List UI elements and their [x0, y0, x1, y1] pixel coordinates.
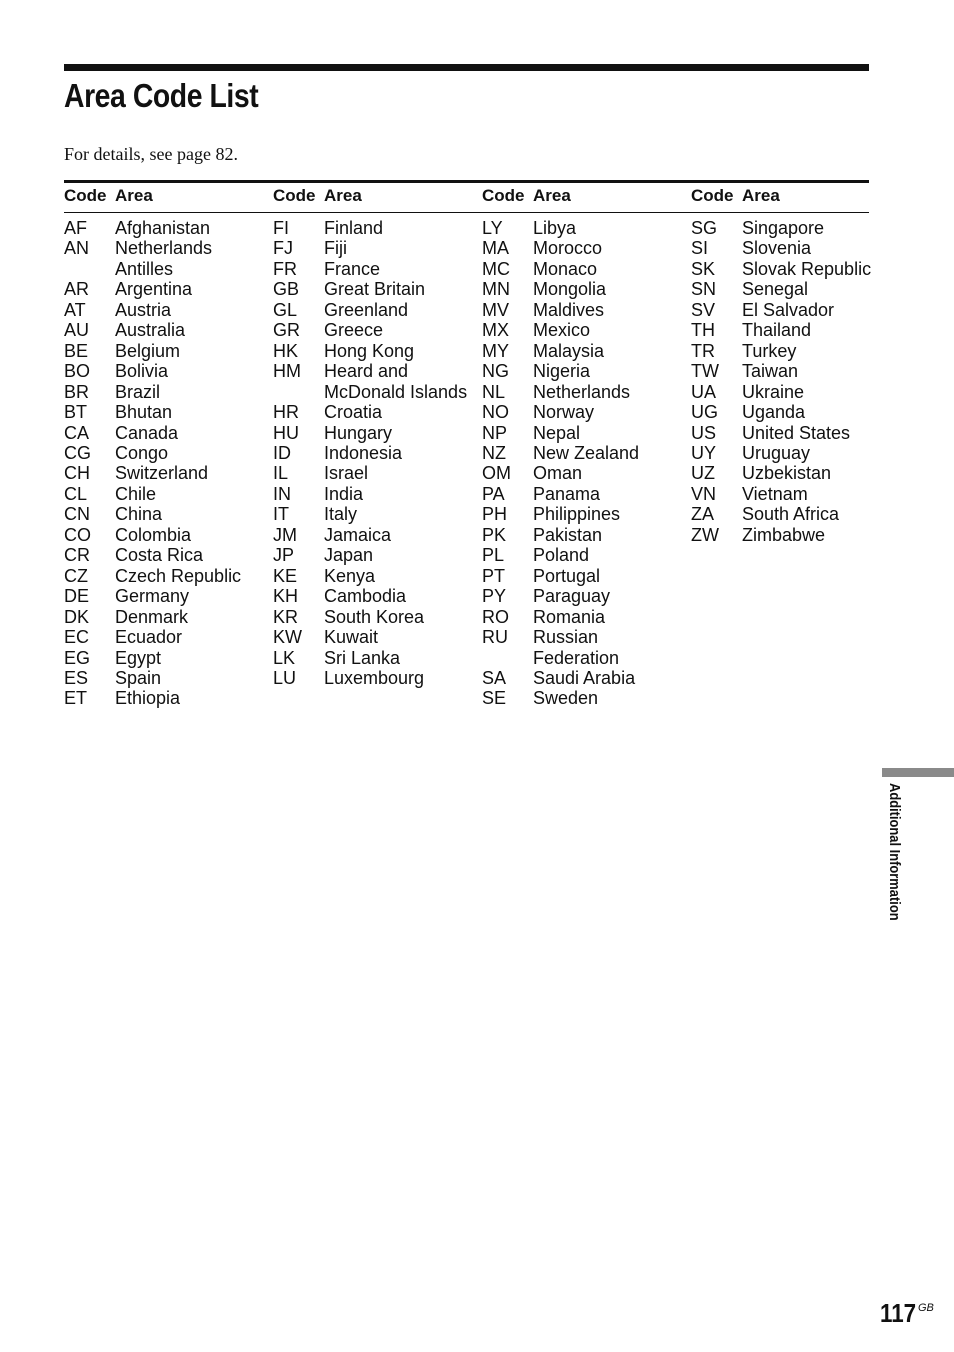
area-name: Morocco	[533, 238, 603, 259]
area-code: FR	[273, 258, 297, 279]
area-name: Nepal	[533, 422, 581, 443]
table-row	[482, 688, 682, 708]
header-area: Area	[115, 186, 153, 205]
area-name: Argentina	[115, 279, 193, 300]
area-code: UY	[691, 442, 717, 463]
area-code: PA	[482, 483, 505, 504]
area-name: Libya	[533, 218, 577, 238]
table-row	[691, 238, 891, 258]
column-header	[64, 184, 264, 212]
table-row	[691, 463, 891, 483]
header-code: Code	[691, 186, 734, 205]
area-code: BR	[64, 381, 90, 402]
area-code: CN	[64, 504, 90, 525]
table-row	[273, 627, 473, 647]
header-area: Area	[742, 186, 780, 205]
area-code: NP	[482, 422, 508, 443]
area-code: LK	[273, 647, 296, 668]
area-code: UZ	[691, 463, 715, 484]
area-name: Mongolia	[533, 279, 607, 300]
area-code: CG	[64, 442, 91, 463]
table-row	[64, 463, 264, 483]
area-code: KR	[273, 606, 299, 627]
table-row	[273, 361, 473, 402]
table-row	[482, 300, 682, 320]
area-code: RO	[482, 606, 509, 627]
area-name: Heard and McDonald Islands	[324, 361, 468, 402]
area-name: Congo	[115, 442, 169, 463]
table-row	[273, 259, 473, 279]
area-code: PL	[482, 545, 505, 566]
area-code: EG	[64, 647, 91, 668]
area-name: Slovak Republic	[742, 258, 872, 279]
area-name: Taiwan	[742, 361, 799, 382]
area-name: Sweden	[533, 688, 599, 709]
table-row	[482, 279, 682, 299]
code-column-1	[64, 184, 264, 709]
area-code: MY	[482, 340, 509, 361]
area-name: Fiji	[324, 238, 347, 259]
area-code: AN	[64, 238, 90, 259]
area-code: NG	[482, 361, 509, 382]
table-row	[64, 545, 264, 565]
area-name: Malaysia	[533, 340, 605, 361]
table-row	[64, 504, 264, 524]
top-rule	[64, 64, 869, 71]
area-code: PK	[482, 524, 507, 545]
area-code: JP	[273, 545, 295, 566]
header-area: Area	[533, 186, 571, 205]
table-row	[64, 279, 264, 299]
table-row	[64, 668, 264, 688]
area-code: MA	[482, 238, 509, 259]
code-list	[273, 218, 473, 688]
area-name: Zimbabwe	[742, 524, 826, 545]
area-name: Kenya	[324, 565, 376, 586]
area-name: Netherlands	[533, 381, 631, 402]
area-code: MN	[482, 279, 510, 300]
table-row	[482, 259, 682, 279]
area-name: Jamaica	[324, 524, 392, 545]
table-row	[691, 259, 891, 279]
area-name: Paraguay	[533, 586, 611, 607]
area-name: Ukraine	[742, 381, 805, 402]
area-name: Slovenia	[742, 238, 812, 259]
table-row	[482, 218, 682, 238]
area-code: AT	[64, 299, 86, 320]
area-name: Colombia	[115, 524, 192, 545]
area-code: ZA	[691, 504, 715, 525]
table-row	[691, 525, 891, 545]
table-row	[691, 504, 891, 524]
area-code: GR	[273, 320, 300, 341]
area-name: Philippines	[533, 504, 621, 525]
table-row	[273, 484, 473, 504]
table-row	[273, 218, 473, 238]
area-name: Singapore	[742, 218, 825, 238]
table-row	[64, 320, 264, 340]
header-code: Code	[273, 186, 316, 205]
area-name: Sri Lanka	[324, 647, 401, 668]
area-code: SA	[482, 667, 507, 688]
table-row	[273, 545, 473, 565]
table-top-rule	[64, 180, 869, 183]
area-name: United States	[742, 422, 851, 443]
area-code: PT	[482, 565, 506, 586]
area-code: DE	[64, 586, 90, 607]
area-code: AU	[64, 320, 90, 341]
table-row	[482, 361, 682, 381]
area-name: Spain	[115, 667, 162, 688]
area-code: OM	[482, 463, 511, 484]
table-row	[482, 586, 682, 606]
area-name: Romania	[533, 606, 606, 627]
area-name: Croatia	[324, 402, 383, 423]
area-name: Uganda	[742, 402, 806, 423]
area-code: UA	[691, 381, 717, 402]
area-name: Canada	[115, 422, 179, 443]
area-name: Czech Republic	[115, 565, 242, 586]
area-name: Russian Federation	[533, 627, 620, 668]
table-row	[64, 566, 264, 586]
table-row	[691, 341, 891, 361]
area-code: TW	[691, 361, 719, 382]
table-row	[482, 627, 682, 668]
area-name: Uruguay	[742, 442, 811, 463]
page-number	[880, 1298, 938, 1329]
table-row	[482, 402, 682, 422]
area-name: Netherlands Antilles	[115, 238, 213, 279]
table-row	[64, 382, 264, 402]
area-code: MV	[482, 299, 509, 320]
area-name: China	[115, 504, 163, 525]
table-row	[691, 218, 891, 238]
code-list	[64, 218, 264, 709]
area-name: Mexico	[533, 320, 591, 341]
area-code: RU	[482, 627, 508, 648]
area-code: SI	[691, 238, 709, 259]
area-name: Italy	[324, 504, 358, 525]
area-name: Oman	[533, 463, 583, 484]
table-row	[273, 668, 473, 688]
area-name: Belgium	[115, 340, 181, 361]
area-name: Bolivia	[115, 361, 169, 382]
area-code: ET	[64, 688, 88, 709]
area-code: HR	[273, 402, 299, 423]
area-code: VN	[691, 483, 717, 504]
area-code: BT	[64, 402, 88, 423]
area-code: NL	[482, 381, 506, 402]
table-row	[273, 279, 473, 299]
area-code: KW	[273, 627, 302, 648]
table-row	[273, 402, 473, 422]
code-column-2	[273, 184, 473, 688]
intro-text: For details, see page 82.	[64, 144, 238, 164]
area-name: Turkey	[742, 340, 797, 361]
area-name: South Africa	[742, 504, 840, 525]
area-name: Pakistan	[533, 524, 603, 545]
table-row	[482, 238, 682, 258]
table-row	[273, 504, 473, 524]
table-row	[273, 341, 473, 361]
area-name: Japan	[324, 545, 374, 566]
table-row	[482, 320, 682, 340]
area-code: PH	[482, 504, 508, 525]
column-header	[273, 184, 473, 212]
table-row	[64, 402, 264, 422]
area-name: New Zealand	[533, 442, 640, 463]
area-code: ID	[273, 442, 291, 463]
area-name: Ecuador	[115, 627, 183, 648]
area-code: TR	[691, 340, 715, 361]
area-name: Saudi Arabia	[533, 667, 636, 688]
area-code: LU	[273, 667, 297, 688]
table-row	[482, 423, 682, 443]
table-row	[691, 402, 891, 422]
area-name: Germany	[115, 586, 190, 607]
area-code: CH	[64, 463, 90, 484]
table-row	[273, 320, 473, 340]
area-code: HK	[273, 340, 299, 361]
area-name: Senegal	[742, 279, 809, 300]
table-row	[64, 300, 264, 320]
area-code: IT	[273, 504, 289, 525]
area-code: KE	[273, 565, 298, 586]
area-name: India	[324, 483, 364, 504]
table-row	[64, 238, 264, 279]
area-name: France	[324, 258, 381, 279]
area-name: Vietnam	[742, 483, 808, 504]
area-name: Great Britain	[324, 279, 426, 300]
table-row	[64, 648, 264, 668]
table-row	[64, 443, 264, 463]
area-code: HU	[273, 422, 299, 443]
table-row	[273, 238, 473, 258]
table-row	[64, 525, 264, 545]
header-area: Area	[324, 186, 362, 205]
table-row	[482, 504, 682, 524]
area-code: UG	[691, 402, 718, 423]
area-code: IN	[273, 483, 291, 504]
area-code: MC	[482, 258, 510, 279]
area-code: KH	[273, 586, 299, 607]
section-tab-label: Additional Information	[886, 783, 903, 921]
area-name: Thailand	[742, 320, 812, 341]
table-row	[64, 607, 264, 627]
area-code: FJ	[273, 238, 293, 259]
area-code: CA	[64, 422, 90, 443]
code-column-3	[482, 184, 682, 709]
area-code: MX	[482, 320, 509, 341]
area-name: El Salvador	[742, 299, 835, 320]
area-name: Costa Rica	[115, 545, 204, 566]
area-name: Monaco	[533, 258, 598, 279]
area-code: SE	[482, 688, 507, 709]
area-code: JM	[273, 524, 297, 545]
area-name: Norway	[533, 402, 595, 423]
table-row	[482, 525, 682, 545]
table-row	[273, 423, 473, 443]
table-row	[482, 443, 682, 463]
page-number-suffix: GB	[917, 1302, 934, 1314]
area-name: Austria	[115, 299, 172, 320]
table-row	[64, 361, 264, 381]
area-code: FI	[273, 218, 289, 238]
area-name: Kuwait	[324, 627, 379, 648]
table-row	[691, 361, 891, 381]
area-code: CO	[64, 524, 91, 545]
area-code: SN	[691, 279, 717, 300]
area-code: EC	[64, 627, 90, 648]
table-row	[273, 300, 473, 320]
area-code: SK	[691, 258, 716, 279]
area-code: NO	[482, 402, 509, 423]
table-row	[273, 586, 473, 606]
area-code: SV	[691, 299, 716, 320]
area-name: Nigeria	[533, 361, 591, 382]
area-name: Luxembourg	[324, 667, 425, 688]
area-code: BE	[64, 340, 89, 361]
area-name: Chile	[115, 483, 157, 504]
area-code: AF	[64, 218, 88, 238]
table-row	[691, 423, 891, 443]
area-name: Bhutan	[115, 402, 173, 423]
area-name: South Korea	[324, 606, 425, 627]
table-row	[273, 525, 473, 545]
table-row	[691, 484, 891, 504]
area-code: LY	[482, 218, 503, 238]
area-code: AR	[64, 279, 90, 300]
table-row	[273, 566, 473, 586]
section-tab-bar	[882, 768, 954, 777]
table-row	[482, 566, 682, 586]
area-name: Maldives	[533, 299, 605, 320]
area-name: Egypt	[115, 647, 162, 668]
area-code: ZW	[691, 524, 719, 545]
table-row	[273, 463, 473, 483]
code-list	[691, 218, 891, 545]
table-row	[64, 627, 264, 647]
table-row	[482, 382, 682, 402]
area-name: Finland	[324, 218, 384, 238]
area-name: Hungary	[324, 422, 393, 443]
table-row	[691, 382, 891, 402]
table-row	[482, 484, 682, 504]
area-name: Brazil	[115, 381, 161, 402]
area-code: TH	[691, 320, 715, 341]
area-name: Cambodia	[324, 586, 407, 607]
area-code: US	[691, 422, 717, 443]
area-name: Afghanistan	[115, 218, 211, 238]
area-code: HM	[273, 361, 301, 382]
area-name: Indonesia	[324, 442, 403, 463]
area-name: Greece	[324, 320, 384, 341]
table-row	[273, 443, 473, 463]
area-code: PY	[482, 586, 507, 607]
area-name: Denmark	[115, 606, 189, 627]
table-row	[64, 423, 264, 443]
table-row	[64, 218, 264, 238]
area-name: Panama	[533, 483, 601, 504]
header-code: Code	[64, 186, 107, 205]
area-code: IL	[273, 463, 289, 484]
column-header	[691, 184, 891, 212]
column-header	[482, 184, 682, 212]
table-row	[482, 463, 682, 483]
table-row	[64, 586, 264, 606]
page-title: Area Code List	[64, 77, 259, 114]
area-code: GL	[273, 299, 298, 320]
area-code: CL	[64, 483, 88, 504]
area-code: CZ	[64, 565, 88, 586]
table-row	[691, 279, 891, 299]
area-code: GB	[273, 279, 300, 300]
code-list	[482, 218, 682, 709]
table-row	[691, 443, 891, 463]
area-name: Australia	[115, 320, 186, 341]
table-row	[482, 607, 682, 627]
area-code: ES	[64, 667, 89, 688]
area-code: SG	[691, 218, 718, 238]
code-column-4	[691, 184, 891, 545]
area-name: Hong Kong	[324, 340, 415, 361]
area-name: Portugal	[533, 565, 601, 586]
header-code: Code	[482, 186, 525, 205]
area-code: NZ	[482, 442, 506, 463]
table-row	[273, 648, 473, 668]
area-name: Switzerland	[115, 463, 209, 484]
table-row	[64, 341, 264, 361]
area-code: BO	[64, 361, 91, 382]
table-row	[691, 300, 891, 320]
table-row	[482, 545, 682, 565]
area-name: Ethiopia	[115, 688, 181, 709]
table-row	[482, 668, 682, 688]
area-name: Israel	[324, 463, 369, 484]
page-number-value: 117	[880, 1298, 917, 1328]
area-code: DK	[64, 606, 90, 627]
table-row	[64, 688, 264, 708]
area-name: Poland	[533, 545, 590, 566]
table-row	[691, 320, 891, 340]
table-row	[64, 484, 264, 504]
table-row	[273, 607, 473, 627]
area-name: Uzbekistan	[742, 463, 832, 484]
area-name: Greenland	[324, 299, 409, 320]
area-code: CR	[64, 545, 90, 566]
table-row	[482, 341, 682, 361]
